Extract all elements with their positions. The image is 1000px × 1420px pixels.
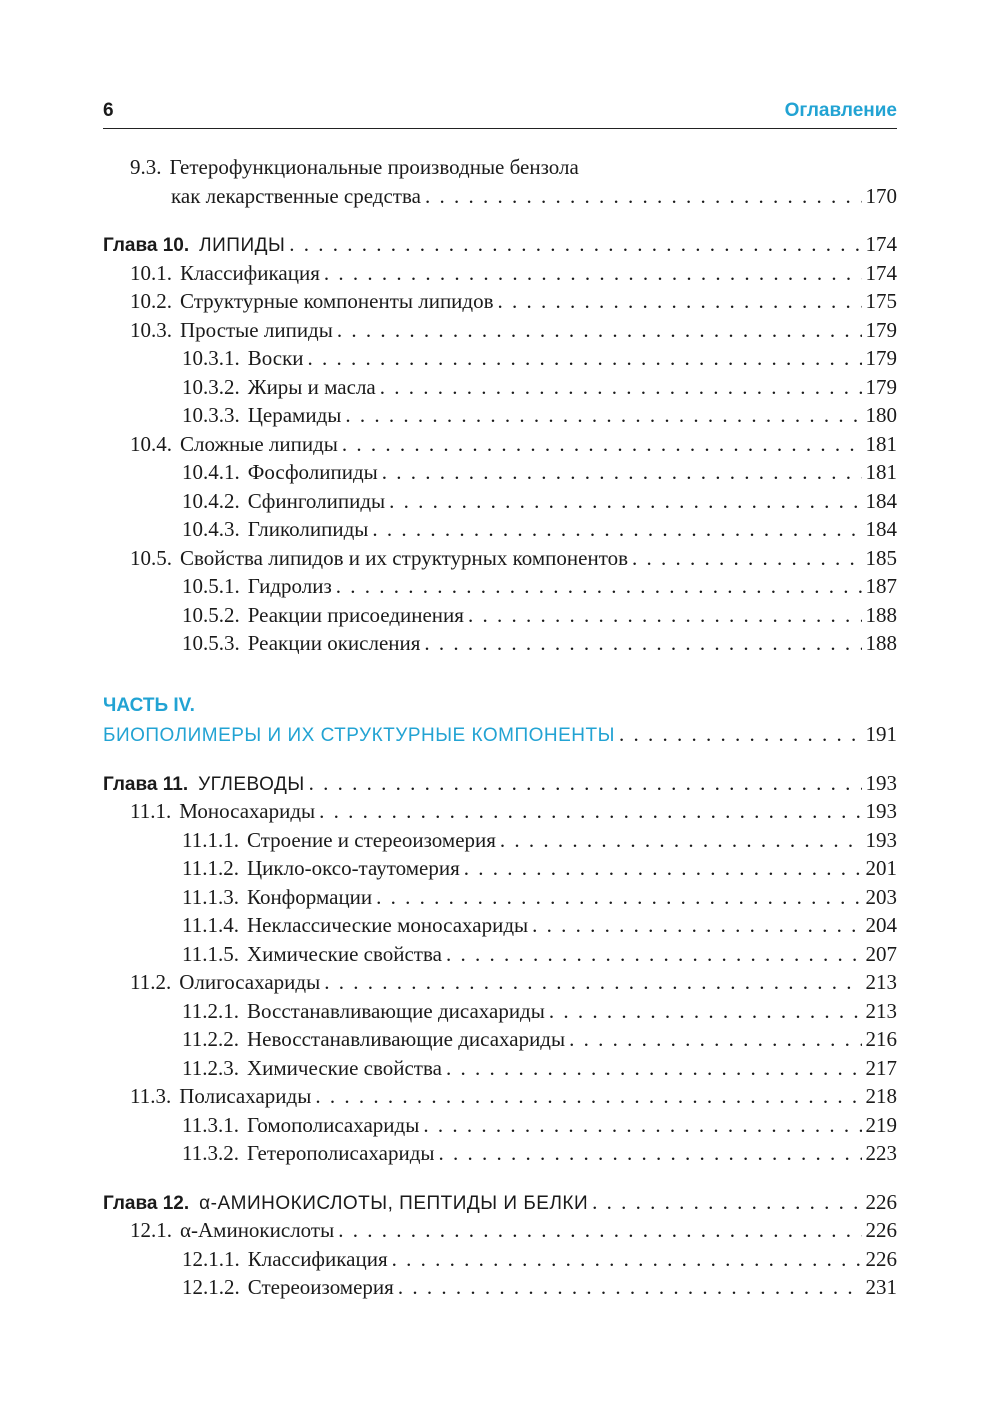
toc-entry[interactable]: [103, 373, 897, 402]
toc-entry-page: 207: [865, 941, 897, 966]
toc-entry-title: Моносахариды: [179, 799, 316, 823]
toc-entry-number: 9.3.: [130, 155, 162, 179]
dot-leader: [446, 940, 862, 969]
toc-entry-title: Цикло-оксо-таутомерия: [246, 856, 460, 880]
toc-entry-page: 170: [865, 183, 897, 208]
toc-entry-number: 10.4.1.: [182, 460, 240, 484]
toc-entry-number: 11.3.: [130, 1084, 172, 1108]
toc-entry[interactable]: [103, 487, 897, 516]
part-title: БИОПОЛИМЕРЫ И ИХ СТРУКТУРНЫЕ КОМПОНЕНТЫ: [103, 725, 615, 746]
toc-entry-title: Воски: [247, 346, 304, 370]
toc-entry-title: Химические свойства: [246, 941, 442, 966]
toc-entry[interactable]: [103, 401, 897, 430]
dot-leader: [392, 1245, 862, 1274]
chapter-title: УГЛЕВОДЫ: [198, 773, 305, 795]
toc-entry-number: 10.3.1.: [182, 346, 240, 370]
toc-entry-page: 175: [865, 289, 897, 313]
toc-entry-title: Свойства липидов и их структурных компонентов: [180, 545, 629, 570]
toc-entry-title: Фосфолипиды: [247, 460, 378, 484]
dot-leader: [372, 515, 861, 544]
toc-entry-page: 204: [865, 913, 897, 937]
toc-entry-page: 185: [865, 545, 897, 570]
toc-entry-number: 10.5.: [130, 545, 172, 570]
toc-entry-number: 11.1.5.: [182, 941, 239, 966]
toc-entry[interactable]: [103, 316, 897, 345]
toc-entry-title: Гликолипиды: [247, 517, 369, 541]
running-title: Оглавление: [784, 100, 897, 121]
toc-entry[interactable]: [103, 572, 897, 601]
toc-entry-title: Сложные липиды: [180, 431, 338, 456]
toc-entry-page: 213: [865, 970, 897, 994]
toc-entry[interactable]: [103, 1025, 897, 1054]
toc-entry-number: 12.1.: [130, 1218, 172, 1242]
toc-entry[interactable]: [103, 629, 897, 658]
toc-entry-page: 216: [865, 1027, 897, 1051]
toc-chapter-12[interactable]: [103, 1188, 897, 1217]
toc-entry-page: 193: [865, 799, 897, 823]
dot-leader: [439, 1139, 862, 1168]
toc-entry-number: 10.4.2.: [182, 488, 240, 513]
dot-leader: [380, 373, 862, 402]
toc-entry[interactable]: [103, 430, 897, 459]
toc-entry-number: 11.1.2.: [182, 856, 239, 880]
toc-entry-title: Гетерополисахариды: [246, 1141, 435, 1165]
toc-entry[interactable]: [103, 1139, 897, 1168]
toc-entry[interactable]: [103, 883, 897, 912]
toc-chapter-11[interactable]: [103, 769, 897, 798]
dot-leader: [324, 968, 861, 997]
toc-entry-number: 11.1.3.: [182, 884, 239, 909]
dot-leader: [342, 430, 862, 459]
dot-leader: [309, 769, 862, 798]
toc-entry-number: 11.3.1.: [182, 1112, 239, 1137]
dot-leader: [424, 629, 861, 658]
dot-leader: [425, 182, 862, 211]
toc-entry-number: 12.1.2.: [182, 1275, 240, 1299]
toc-entry-number: 10.5.2.: [182, 602, 240, 627]
toc-entry-number: 11.2.2.: [182, 1027, 239, 1051]
toc-entry-title: Восстанавливающие дисахариды: [246, 998, 545, 1023]
toc-entry[interactable]: [103, 344, 897, 373]
chapter-title: ЛИПИДЫ: [199, 235, 286, 256]
toc-entry-number: 11.2.3.: [182, 1055, 239, 1080]
toc-entry-number: 11.1.1.: [182, 827, 239, 852]
toc-entry[interactable]: [103, 1216, 897, 1245]
toc-entry-title: Классификация: [247, 1246, 388, 1271]
toc-entry-title: Конформации: [246, 884, 373, 909]
toc-entry-title: Олигосахариды: [179, 970, 321, 994]
toc-entry-page: 174: [865, 232, 897, 256]
page-number: 6: [103, 100, 114, 121]
dot-leader: [498, 287, 862, 316]
toc-entry-page: 179: [865, 374, 897, 399]
dot-leader: [619, 720, 862, 749]
toc-entry-page: 218: [865, 1084, 897, 1108]
toc-entry-title: Классификация: [180, 260, 320, 285]
toc-entry-page: 180: [865, 403, 897, 427]
toc-entry-page: 174: [865, 260, 897, 285]
toc-entry[interactable]: [103, 287, 897, 316]
toc-entry[interactable]: [103, 854, 897, 883]
toc-entry[interactable]: [103, 940, 897, 969]
dot-leader: [337, 316, 862, 345]
toc-entry-title: Неклассические моносахариды: [246, 913, 529, 937]
dot-leader: [308, 344, 862, 373]
dot-leader: [338, 1216, 861, 1245]
toc-entry[interactable]: [103, 797, 897, 826]
toc-entry-title: Сфинголипиды: [247, 488, 386, 513]
part-label: ЧАСТЬ IV.: [103, 694, 195, 716]
toc-entry[interactable]: [103, 259, 897, 288]
toc-entry-title: Стереоизомерия: [247, 1275, 394, 1299]
toc-entry[interactable]: [103, 911, 897, 940]
toc-entry-9-3-cont[interactable]: [103, 182, 897, 211]
toc-entry-page: 181: [865, 431, 897, 456]
toc-entry-number: 12.1.1.: [182, 1246, 240, 1271]
toc-entry[interactable]: [103, 826, 897, 855]
toc-part-4[interactable]: [103, 720, 897, 749]
toc-entry-page: 203: [865, 884, 897, 909]
chapter-title: α-АМИНОКИСЛОТЫ, ПЕПТИДЫ И БЕЛКИ: [199, 1192, 589, 1214]
toc-entry-page: 226: [865, 1218, 897, 1242]
toc-entry-page: 181: [865, 460, 897, 484]
dot-leader: [423, 1111, 861, 1140]
toc-entry-title: Гидролиз: [247, 574, 332, 598]
dot-leader: [592, 1188, 861, 1217]
dot-leader: [376, 883, 861, 912]
toc-entry-number: 10.1.: [130, 260, 172, 285]
toc-entry-title: Полисахариды: [179, 1084, 312, 1108]
toc-entry[interactable]: [103, 1273, 897, 1302]
toc-entry-page: 191: [865, 722, 897, 746]
toc-entry-title: как лекарственные средства: [171, 183, 421, 208]
dot-leader: [389, 487, 861, 516]
toc-entry-number: 10.4.3.: [182, 517, 240, 541]
dot-leader: [315, 1082, 861, 1111]
dot-leader: [345, 401, 861, 430]
page-header: [103, 98, 897, 129]
chapter-label: Глава 10.: [103, 235, 190, 256]
toc-entry-number: 11.3.2.: [182, 1141, 239, 1165]
toc-entry-page: 231: [865, 1275, 897, 1299]
dot-leader: [468, 601, 862, 630]
dot-leader: [569, 1025, 861, 1054]
dot-leader: [464, 854, 862, 883]
dot-leader: [446, 1054, 862, 1083]
toc-entry[interactable]: [103, 1054, 897, 1083]
toc-entry-page: 217: [865, 1055, 897, 1080]
toc-entry[interactable]: [103, 1245, 897, 1274]
toc-entry-page: 188: [865, 602, 897, 627]
dot-leader: [324, 259, 862, 288]
dot-leader: [549, 997, 862, 1026]
toc-entry[interactable]: [103, 601, 897, 630]
toc-entry-title: Гетерофункциональные производные бензола: [169, 155, 579, 179]
toc-entry-number: 10.5.1.: [182, 574, 240, 598]
toc-entry-page: 193: [865, 827, 897, 852]
toc-entry[interactable]: [103, 968, 897, 997]
toc-entry-title: Реакции окисления: [247, 631, 421, 655]
dot-leader: [336, 572, 862, 601]
toc-entry-page: 226: [865, 1246, 897, 1271]
toc-entry-page: 179: [865, 346, 897, 370]
toc-entry-title: Жиры и масла: [247, 374, 376, 399]
toc-entry-page: 179: [865, 317, 897, 342]
chapter-label: Глава 11.: [103, 773, 189, 795]
toc-entry-number: 10.5.3.: [182, 631, 240, 655]
toc-entry-number: 10.2.: [130, 289, 172, 313]
toc-entry-title: Структурные компоненты липидов: [180, 289, 494, 313]
toc-entry-page: 193: [865, 770, 897, 795]
dot-leader: [398, 1273, 862, 1302]
toc-entry[interactable]: [103, 544, 897, 573]
dot-leader: [500, 826, 862, 855]
toc-entry-9-3[interactable]: [103, 153, 897, 182]
toc-entry-number: 10.3.: [130, 317, 172, 342]
toc-entry[interactable]: [103, 997, 897, 1026]
toc-entry-title: Строение и стереоизомерия: [246, 827, 496, 852]
toc-entry-page: 223: [865, 1141, 897, 1165]
dot-leader: [289, 230, 861, 259]
toc-entry-page: 226: [865, 1189, 897, 1214]
toc-entry[interactable]: [103, 1111, 897, 1140]
toc-entry-number: 10.4.: [130, 431, 172, 456]
dot-leader: [632, 544, 861, 573]
toc-entry-number: 10.3.3.: [182, 403, 240, 427]
toc-entry-title: Простые липиды: [180, 317, 333, 342]
toc-entry-title: Церамиды: [247, 403, 342, 427]
toc-entry-page: 184: [865, 517, 897, 541]
toc-entry-title: Реакции присоединения: [247, 602, 464, 627]
toc-entry-number: 11.2.1.: [182, 998, 239, 1023]
toc-entry-title: Химические свойства: [246, 1055, 442, 1080]
toc-entry-title: Невосстанавливающие дисахариды: [246, 1027, 566, 1051]
toc-entry-number: 10.3.2.: [182, 374, 240, 399]
toc-entry-title: Гомополисахариды: [246, 1112, 420, 1137]
toc-entry-page: 187: [865, 574, 897, 598]
toc-entry-page: 213: [865, 998, 897, 1023]
toc-entry-page: 188: [865, 631, 897, 655]
dot-leader: [532, 911, 861, 940]
toc-entry[interactable]: [103, 458, 897, 487]
toc-entry-page: 184: [865, 488, 897, 513]
toc-entry[interactable]: [103, 1082, 897, 1111]
toc-entry-page: 219: [865, 1112, 897, 1137]
chapter-label: Глава 12.: [103, 1192, 190, 1214]
table-of-contents: [103, 153, 897, 1302]
toc-chapter-10[interactable]: [103, 230, 897, 259]
toc-entry-number: 11.1.: [130, 799, 172, 823]
toc-entry-number: 11.2.: [130, 970, 172, 994]
dot-leader: [319, 797, 861, 826]
toc-entry-title: α-Аминокислоты: [180, 1218, 335, 1242]
toc-entry-number: 11.1.4.: [182, 913, 239, 937]
toc-entry-page: 201: [865, 856, 897, 880]
toc-entry[interactable]: [103, 515, 897, 544]
dot-leader: [382, 458, 862, 487]
